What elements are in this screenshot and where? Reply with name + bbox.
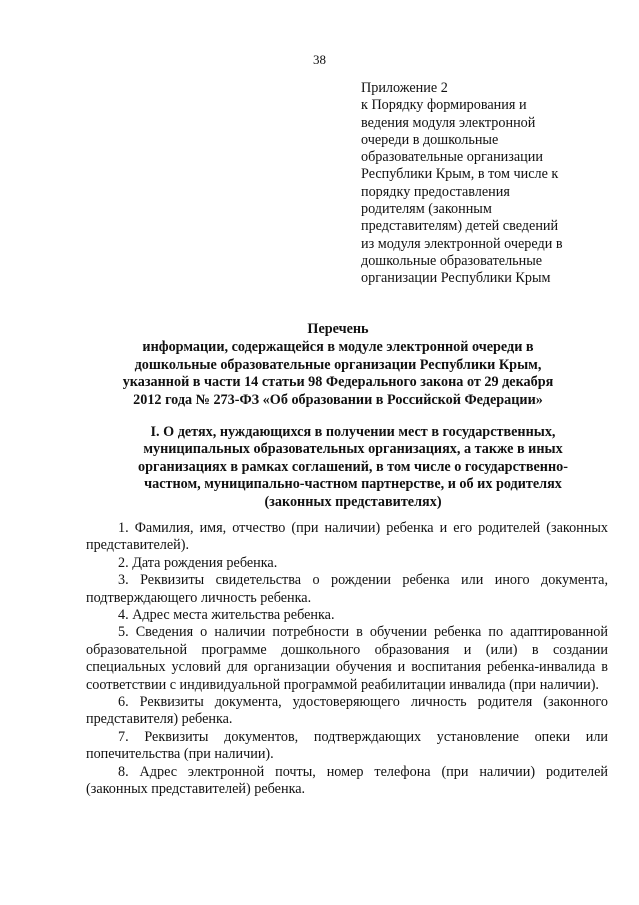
appendix-line: Республики Крым, в том числе к <box>361 166 559 183</box>
title-line: информации, содержащейся в модуле электронной очереди в <box>142 338 534 355</box>
list-item: 6. Реквизиты документа, удостоверяющего личность родителя (законного представителя) ребенка. <box>86 694 608 728</box>
list-item: 3. Реквизиты свидетельства о рождении ребенка или иного документа, подтверждающего личность ребенка. <box>86 572 608 606</box>
appendix-note <box>361 80 606 288</box>
appendix-line: очереди в дошкольные <box>361 131 499 148</box>
appendix-line: представителям) детей сведений <box>361 218 559 235</box>
list-item: 1. Фамилия, имя, отчество (при наличии) ребенка и его родителей (законных представителей). <box>86 520 608 554</box>
section-heading <box>90 424 616 511</box>
section-line: муниципальных образовательных организациях, а также в иных <box>143 441 563 458</box>
list-item: 2. Дата рождения ребенка. <box>118 554 278 571</box>
section-line: организациях в рамках соглашений, в том числе о государственно- <box>138 458 568 475</box>
list-item: 8. Адрес электронной почты, номер телефона (при наличии) родителей (законных представителей) ребенка. <box>86 763 608 798</box>
appendix-line: ведения модуля электронной <box>361 114 536 131</box>
title-heading: Перечень <box>307 321 369 337</box>
appendix-line: организации Республики Крым <box>361 270 551 287</box>
items-list <box>86 520 608 799</box>
appendix-line: Приложение 2 <box>361 80 448 96</box>
appendix-line: порядку предоставления <box>361 183 510 200</box>
document-title <box>60 321 616 410</box>
appendix-line: дошкольные образовательные <box>361 252 543 269</box>
section-line: (законных представителях) <box>264 493 442 510</box>
list-item: 4. Адрес места жительства ребенка. <box>118 607 335 624</box>
list-item: 5. Сведения о наличии потребности в обучении ребенка по адаптированной образовательной программе дошкольного образования и (или) в создании специальных условий для организации обучения и воспитания ребенка-инвалида в соответствии с индивидуальной программой реабилитации инвалида (при наличии). <box>86 624 608 693</box>
title-line: дошкольные образовательные организации Республики Крым, <box>134 356 542 373</box>
page-number: 38 <box>313 52 326 67</box>
appendix-line: родителям (законным <box>361 201 492 218</box>
list-item: 7. Реквизиты документов, подтверждающих установление опеки или попечительства (при наличии). <box>86 728 608 763</box>
appendix-line: образовательные организации <box>361 149 543 166</box>
section-line: частном, муниципально-частном партнерстве, и об их родителях <box>144 476 562 493</box>
section-line: I. О детях, нуждающихся в получении мест в государственных, <box>150 424 556 440</box>
title-line: указанной в части 14 статьи 98 Федерального закона от 29 декабря <box>122 374 554 391</box>
title-line: 2012 года № 273-ФЗ «Об образовании в Российской Федерации» <box>133 392 543 409</box>
appendix-line: из модуля электронной очереди в <box>361 235 563 252</box>
appendix-line: к Порядку формирования и <box>361 97 527 114</box>
